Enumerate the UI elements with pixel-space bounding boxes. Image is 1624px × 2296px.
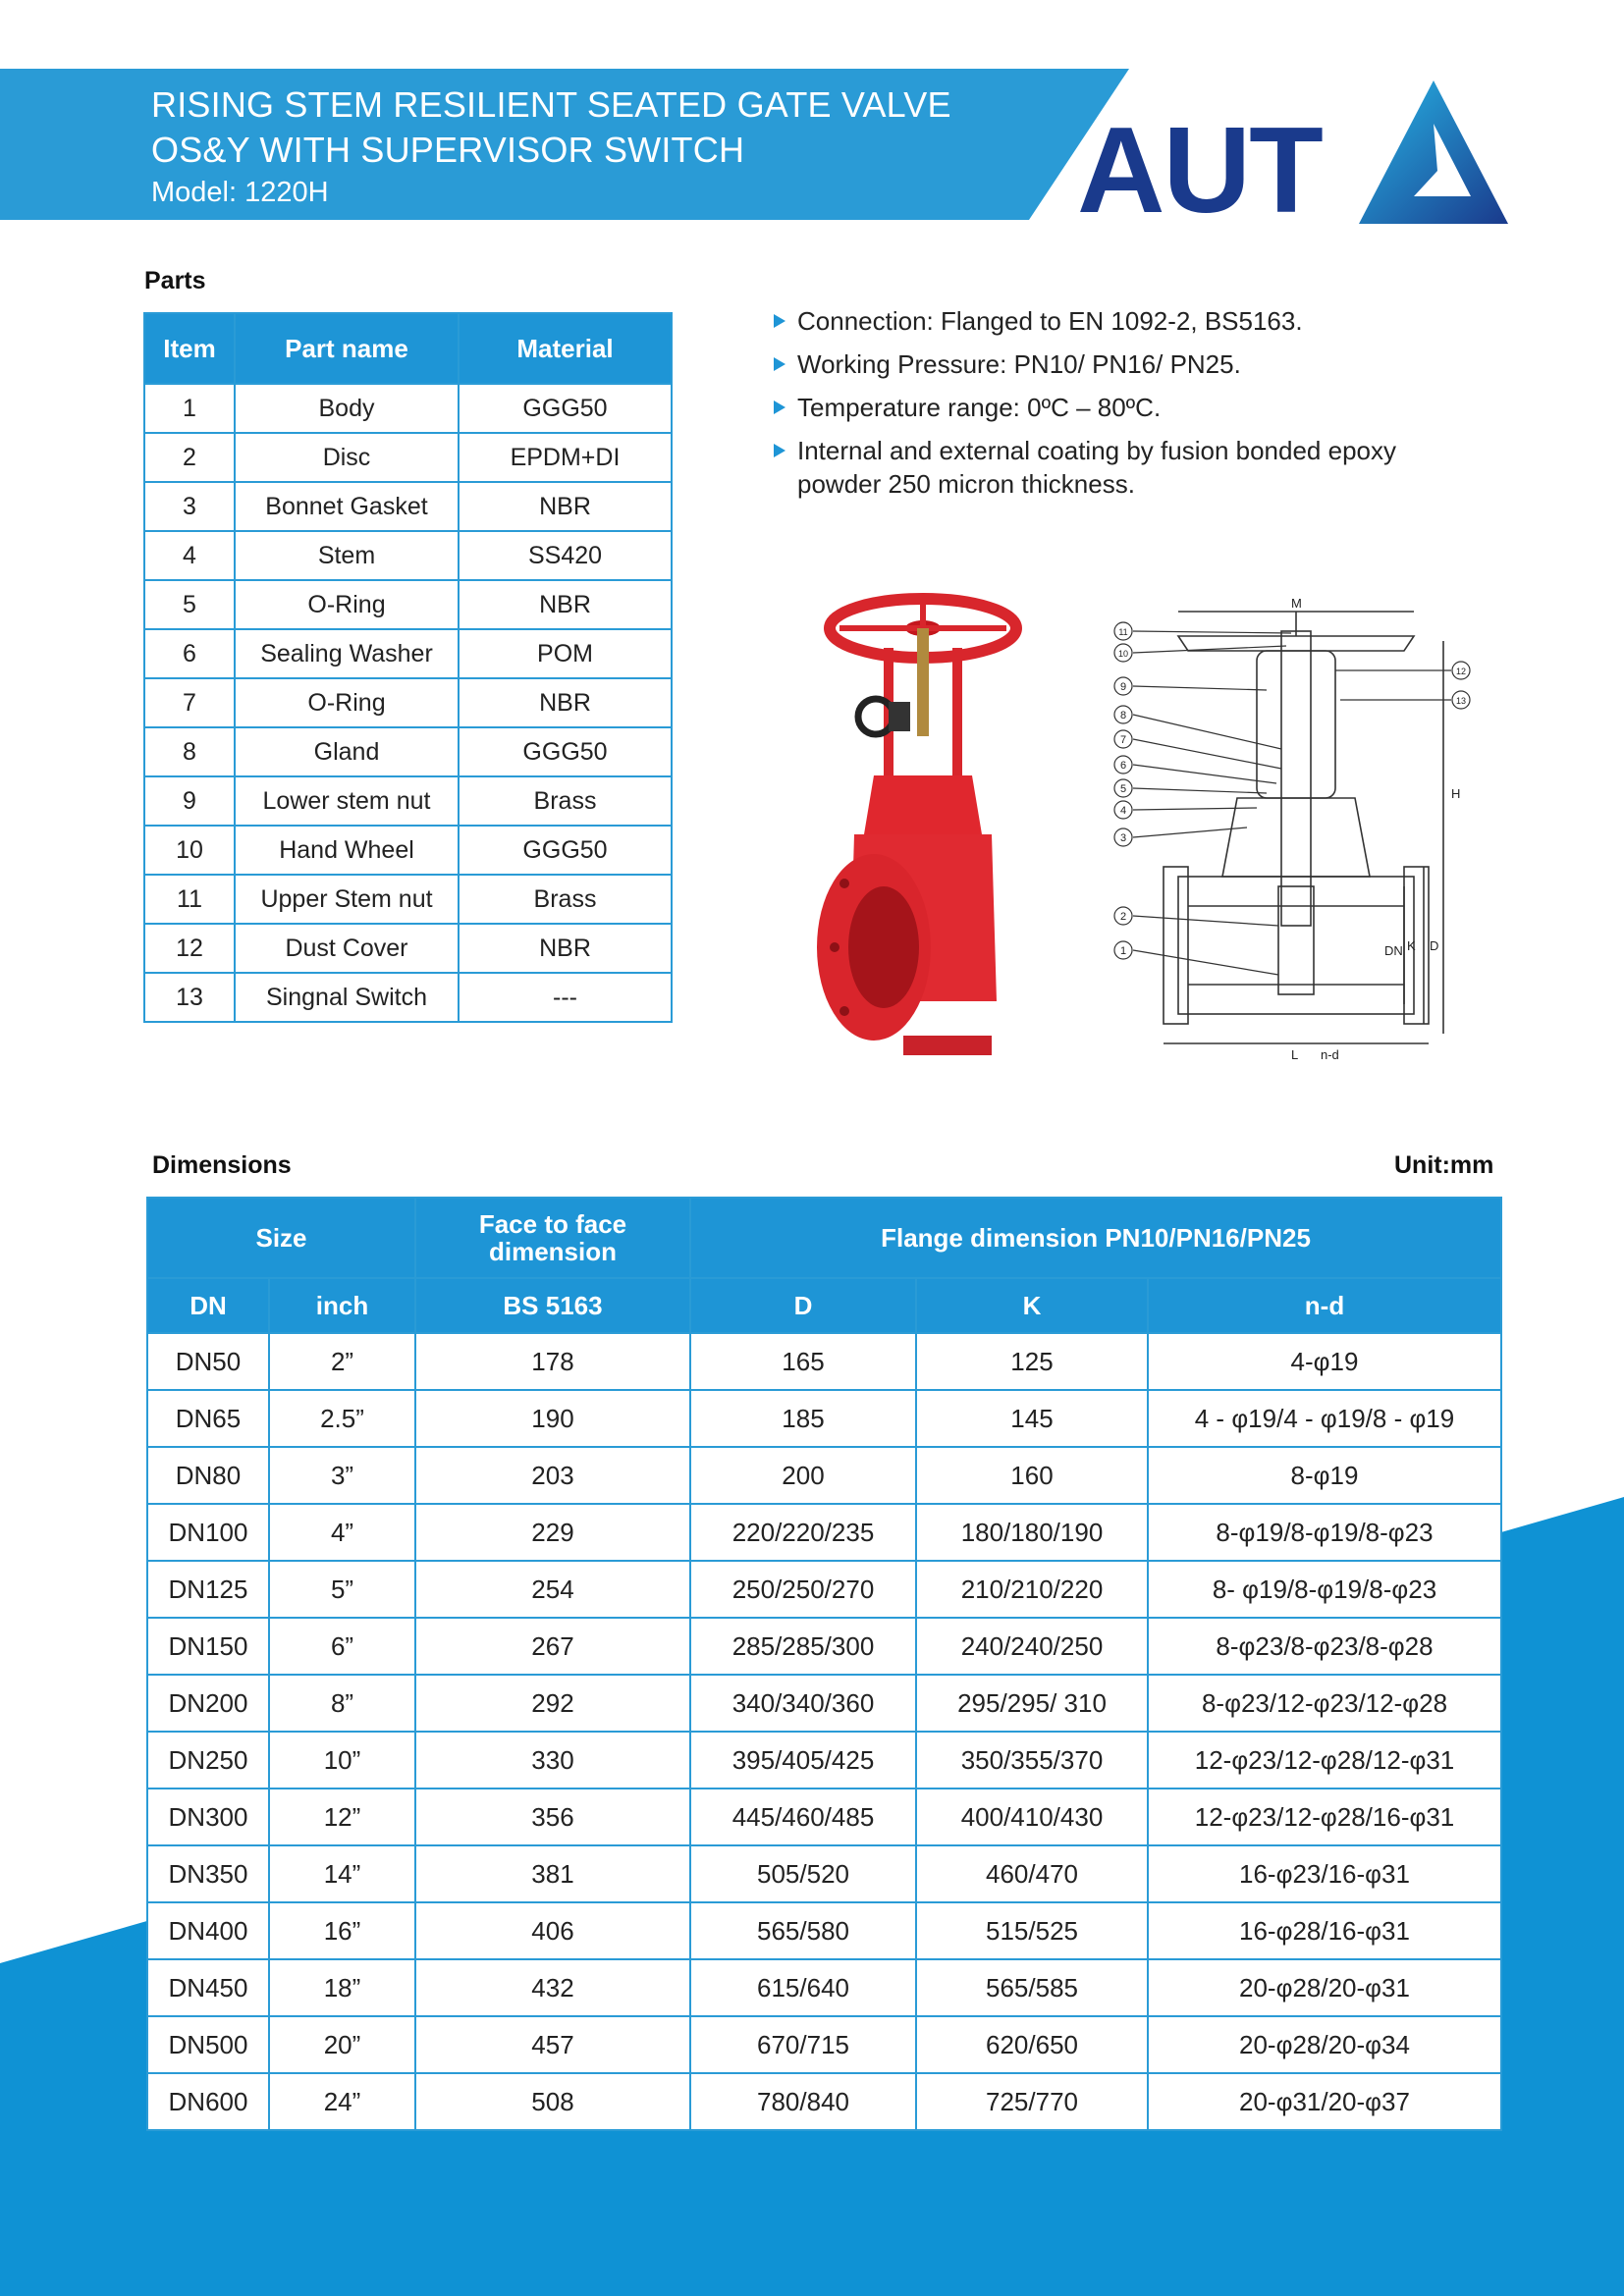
dim-cell-nd: 8-φ19	[1148, 1447, 1501, 1504]
parts-cell-name: Upper Stem nut	[235, 875, 459, 924]
parts-cell-material: NBR	[459, 678, 672, 727]
dim-cell-inch: 6”	[269, 1618, 415, 1675]
dim-cell-nd: 20-φ31/20-φ37	[1148, 2073, 1501, 2130]
unit-label: Unit:mm	[1394, 1151, 1494, 1179]
parts-cell-material: EPDM+DI	[459, 433, 672, 482]
dim-cell-bs5163: 203	[415, 1447, 690, 1504]
parts-cell-material: NBR	[459, 924, 672, 973]
dim-cell-inch: 20”	[269, 2016, 415, 2073]
dim-cell-k: 460/470	[916, 1845, 1148, 1902]
dimensions-row	[147, 1732, 1501, 1789]
parts-cell-item: 4	[144, 531, 235, 580]
subheader-dn: DN	[147, 1278, 269, 1333]
parts-cell-material: Brass	[459, 776, 672, 826]
dim-cell-d: 445/460/485	[690, 1789, 916, 1845]
callout-leader-line	[1133, 686, 1267, 690]
dim-cell-nd: 12-φ23/12-φ28/16-φ31	[1148, 1789, 1501, 1845]
parts-header-name: Part name	[235, 313, 459, 384]
header-title-line1: RISING STEM RESILIENT SEATED GATE VALVE	[151, 84, 951, 125]
callout-number: 3	[1119, 832, 1127, 844]
parts-cell-item: 13	[144, 973, 235, 1022]
parts-cell-name: Bonnet Gasket	[235, 482, 459, 531]
dimensions-row	[147, 1959, 1501, 2016]
dim-cell-k: 180/180/190	[916, 1504, 1148, 1561]
parts-cell-material: SS420	[459, 531, 672, 580]
drawing-label-m: M	[1291, 596, 1302, 611]
bullet-triangle-icon	[774, 357, 785, 371]
callout-leader-line	[1133, 788, 1267, 793]
dim-cell-dn: DN125	[147, 1561, 269, 1618]
dim-cell-d: 340/340/360	[690, 1675, 916, 1732]
parts-cell-item: 10	[144, 826, 235, 875]
dim-cell-dn: DN450	[147, 1959, 269, 2016]
feature-text: Working Pressure: PN10/ PN16/ PN25.	[797, 349, 1241, 379]
subheader-inch: inch	[269, 1278, 415, 1333]
callout-number: 9	[1119, 681, 1127, 693]
dim-cell-dn: DN200	[147, 1675, 269, 1732]
header	[151, 82, 951, 212]
feature-item	[772, 347, 1400, 381]
dim-cell-bs5163: 267	[415, 1618, 690, 1675]
dim-cell-k: 350/355/370	[916, 1732, 1148, 1789]
parts-row	[144, 875, 672, 924]
dim-cell-nd: 8-φ19/8-φ19/8-φ23	[1148, 1504, 1501, 1561]
dim-cell-k: 725/770	[916, 2073, 1148, 2130]
dimensions-row	[147, 1504, 1501, 1561]
parts-cell-name: O-Ring	[235, 580, 459, 629]
parts-cell-item: 3	[144, 482, 235, 531]
dim-cell-d: 395/405/425	[690, 1732, 916, 1789]
dimensions-row	[147, 1561, 1501, 1618]
parts-row	[144, 482, 672, 531]
callout-number: 2	[1119, 911, 1127, 923]
drawing-label-nd: n-d	[1321, 1047, 1339, 1062]
dim-cell-inch: 4”	[269, 1504, 415, 1561]
dimensions-row	[147, 1675, 1501, 1732]
dim-cell-inch: 16”	[269, 1902, 415, 1959]
parts-row	[144, 973, 672, 1022]
bullet-triangle-icon	[774, 400, 785, 414]
dim-cell-bs5163: 432	[415, 1959, 690, 2016]
parts-cell-item: 1	[144, 384, 235, 433]
dim-cell-bs5163: 406	[415, 1902, 690, 1959]
dim-cell-inch: 2”	[269, 1333, 415, 1390]
dim-cell-d: 285/285/300	[690, 1618, 916, 1675]
subheader-k: K	[916, 1278, 1148, 1333]
dim-cell-bs5163: 190	[415, 1390, 690, 1447]
dimensions-row	[147, 1333, 1501, 1390]
parts-row	[144, 629, 672, 678]
dim-cell-nd: 16-φ28/16-φ31	[1148, 1902, 1501, 1959]
dim-cell-dn: DN80	[147, 1447, 269, 1504]
bullet-triangle-icon	[774, 444, 785, 457]
dim-cell-dn: DN65	[147, 1390, 269, 1447]
header-size: Size	[147, 1198, 415, 1278]
parts-cell-item: 6	[144, 629, 235, 678]
valve-technical-drawing	[1110, 592, 1483, 1063]
parts-row	[144, 776, 672, 826]
parts-cell-name: Gland	[235, 727, 459, 776]
parts-row	[144, 924, 672, 973]
parts-cell-material: Brass	[459, 875, 672, 924]
parts-row	[144, 384, 672, 433]
dim-cell-dn: DN300	[147, 1789, 269, 1845]
dim-cell-nd: 8-φ23/12-φ23/12-φ28	[1148, 1675, 1501, 1732]
dim-cell-d: 165	[690, 1333, 916, 1390]
dim-cell-inch: 10”	[269, 1732, 415, 1789]
feature-list	[772, 304, 1400, 510]
feature-item	[772, 391, 1400, 424]
parts-row	[144, 433, 672, 482]
drawing-label-l: L	[1291, 1047, 1299, 1062]
dim-cell-d: 200	[690, 1447, 916, 1504]
dimensions-row	[147, 2016, 1501, 2073]
dim-cell-bs5163: 178	[415, 1333, 690, 1390]
parts-row	[144, 531, 672, 580]
parts-cell-item: 7	[144, 678, 235, 727]
dim-cell-nd: 20-φ28/20-φ31	[1148, 1959, 1501, 2016]
drawing-label-dn: DN	[1384, 943, 1403, 958]
parts-cell-name: Disc	[235, 433, 459, 482]
feature-text: Connection: Flanged to EN 1092-2, BS5163.	[797, 306, 1303, 336]
dim-cell-inch: 14”	[269, 1845, 415, 1902]
subheader-nd: n-d	[1148, 1278, 1501, 1333]
dim-cell-k: 125	[916, 1333, 1148, 1390]
feature-item	[772, 434, 1400, 501]
parts-cell-item: 2	[144, 433, 235, 482]
dim-cell-k: 145	[916, 1390, 1148, 1447]
parts-row	[144, 727, 672, 776]
parts-table	[143, 312, 673, 1023]
dim-cell-inch: 3”	[269, 1447, 415, 1504]
dim-cell-nd: 4-φ19	[1148, 1333, 1501, 1390]
dimensions-row	[147, 1789, 1501, 1845]
dim-cell-inch: 5”	[269, 1561, 415, 1618]
parts-cell-item: 12	[144, 924, 235, 973]
dimensions-table	[146, 1197, 1502, 2131]
header-flange: Flange dimension PN10/PN16/PN25	[690, 1198, 1501, 1278]
dim-cell-d: 670/715	[690, 2016, 916, 2073]
dim-cell-d: 615/640	[690, 1959, 916, 2016]
dim-cell-k: 160	[916, 1447, 1148, 1504]
feature-text: Internal and external coating by fusion bonded epoxy powder 250 micron thickness.	[797, 436, 1396, 499]
parts-cell-material: POM	[459, 629, 672, 678]
dim-cell-inch: 8”	[269, 1675, 415, 1732]
dim-cell-nd: 16-φ23/16-φ31	[1148, 1845, 1501, 1902]
callout-number: 1	[1119, 945, 1127, 957]
parts-cell-material: NBR	[459, 482, 672, 531]
dimensions-row	[147, 1902, 1501, 1959]
dim-cell-nd: 12-φ23/12-φ28/12-φ31	[1148, 1732, 1501, 1789]
feature-text: Temperature range: 0ºC – 80ºC.	[797, 393, 1162, 422]
callout-number: 8	[1119, 710, 1127, 721]
callout-number: 5	[1119, 783, 1127, 795]
dim-cell-d: 250/250/270	[690, 1561, 916, 1618]
dim-cell-d: 505/520	[690, 1845, 916, 1902]
dim-cell-bs5163: 457	[415, 2016, 690, 2073]
dim-cell-dn: DN350	[147, 1845, 269, 1902]
dimensions-row	[147, 1390, 1501, 1447]
dim-cell-nd: 4 - φ19/4 - φ19/8 - φ19	[1148, 1390, 1501, 1447]
dim-cell-dn: DN400	[147, 1902, 269, 1959]
dim-cell-inch: 12”	[269, 1789, 415, 1845]
parts-cell-name: Stem	[235, 531, 459, 580]
dim-cell-nd: 8-φ23/8-φ23/8-φ28	[1148, 1618, 1501, 1675]
dim-cell-k: 620/650	[916, 2016, 1148, 2073]
dim-cell-inch: 18”	[269, 1959, 415, 2016]
dim-cell-inch: 24”	[269, 2073, 415, 2130]
dim-cell-d: 220/220/235	[690, 1504, 916, 1561]
brand-logo: AUT	[1077, 103, 1322, 239]
dim-cell-bs5163: 292	[415, 1675, 690, 1732]
subheader-bs5163: BS 5163	[415, 1278, 690, 1333]
bullet-triangle-icon	[774, 314, 785, 328]
model-label: Model: 1220H	[151, 177, 329, 208]
callout-number: 4	[1119, 805, 1127, 817]
parts-cell-name: Singnal Switch	[235, 973, 459, 1022]
parts-row	[144, 826, 672, 875]
dimensions-row	[147, 1618, 1501, 1675]
dim-cell-dn: DN150	[147, 1618, 269, 1675]
parts-header-item: Item	[144, 313, 235, 384]
logo-triangle-icon	[1355, 77, 1512, 234]
callout-leader-line	[1133, 765, 1276, 783]
parts-cell-item: 8	[144, 727, 235, 776]
dim-cell-dn: DN50	[147, 1333, 269, 1390]
callout-leader-line	[1133, 950, 1278, 975]
dim-cell-k: 295/295/ 310	[916, 1675, 1148, 1732]
dim-cell-nd: 20-φ28/20-φ34	[1148, 2016, 1501, 2073]
parts-cell-name: O-Ring	[235, 678, 459, 727]
callout-number: 7	[1119, 734, 1127, 746]
dim-cell-d: 780/840	[690, 2073, 916, 2130]
parts-cell-material: ---	[459, 973, 672, 1022]
dimensions-row	[147, 1845, 1501, 1902]
parts-cell-material: GGG50	[459, 826, 672, 875]
dim-cell-bs5163: 381	[415, 1845, 690, 1902]
callout-leader-line	[1133, 631, 1291, 633]
parts-cell-material: GGG50	[459, 384, 672, 433]
dimensions-row	[147, 1447, 1501, 1504]
subheader-d: D	[690, 1278, 916, 1333]
callout-number: 11	[1118, 627, 1128, 637]
dim-cell-d: 565/580	[690, 1902, 916, 1959]
callout-leader-line	[1133, 808, 1257, 810]
dim-cell-bs5163: 254	[415, 1561, 690, 1618]
callout-leader-line	[1133, 916, 1278, 926]
parts-title: Parts	[144, 267, 206, 294]
dim-cell-nd: 8- φ19/8-φ19/8-φ23	[1148, 1561, 1501, 1618]
dim-cell-k: 400/410/430	[916, 1789, 1148, 1845]
dim-cell-k: 210/210/220	[916, 1561, 1148, 1618]
dimensions-row	[147, 2073, 1501, 2130]
header-title-line2: OS&Y WITH SUPERVISOR SWITCH	[151, 130, 745, 170]
parts-cell-material: GGG50	[459, 727, 672, 776]
dim-cell-k: 515/525	[916, 1902, 1148, 1959]
parts-cell-item: 9	[144, 776, 235, 826]
header-face-to-face: Face to face dimension	[415, 1198, 690, 1278]
dim-cell-dn: DN500	[147, 2016, 269, 2073]
parts-cell-name: Hand Wheel	[235, 826, 459, 875]
dim-cell-d: 185	[690, 1390, 916, 1447]
parts-cell-item: 5	[144, 580, 235, 629]
parts-cell-name: Body	[235, 384, 459, 433]
drawing-label-k: K	[1407, 938, 1416, 953]
dim-cell-bs5163: 229	[415, 1504, 690, 1561]
parts-cell-item: 11	[144, 875, 235, 924]
parts-cell-name: Dust Cover	[235, 924, 459, 973]
dim-cell-bs5163: 330	[415, 1732, 690, 1789]
callout-number: 6	[1119, 760, 1127, 772]
feature-item	[772, 304, 1400, 338]
dim-cell-k: 565/585	[916, 1959, 1148, 2016]
parts-header-material: Material	[459, 313, 672, 384]
callout-number: 12	[1455, 667, 1467, 676]
drawing-label-d: D	[1430, 938, 1439, 953]
dim-cell-inch: 2.5”	[269, 1390, 415, 1447]
dim-cell-bs5163: 356	[415, 1789, 690, 1845]
dimensions-title: Dimensions	[152, 1151, 292, 1179]
parts-cell-name: Sealing Washer	[235, 629, 459, 678]
dim-cell-k: 240/240/250	[916, 1618, 1148, 1675]
dim-cell-dn: DN100	[147, 1504, 269, 1561]
parts-row	[144, 580, 672, 629]
drawing-label-h: H	[1451, 786, 1461, 801]
valve-product-image	[795, 589, 1041, 1070]
callout-number: 13	[1455, 696, 1467, 706]
parts-cell-material: NBR	[459, 580, 672, 629]
dim-cell-dn: DN600	[147, 2073, 269, 2130]
dim-cell-dn: DN250	[147, 1732, 269, 1789]
dim-cell-bs5163: 508	[415, 2073, 690, 2130]
parts-cell-name: Lower stem nut	[235, 776, 459, 826]
callout-number: 10	[1117, 649, 1129, 659]
parts-row	[144, 678, 672, 727]
